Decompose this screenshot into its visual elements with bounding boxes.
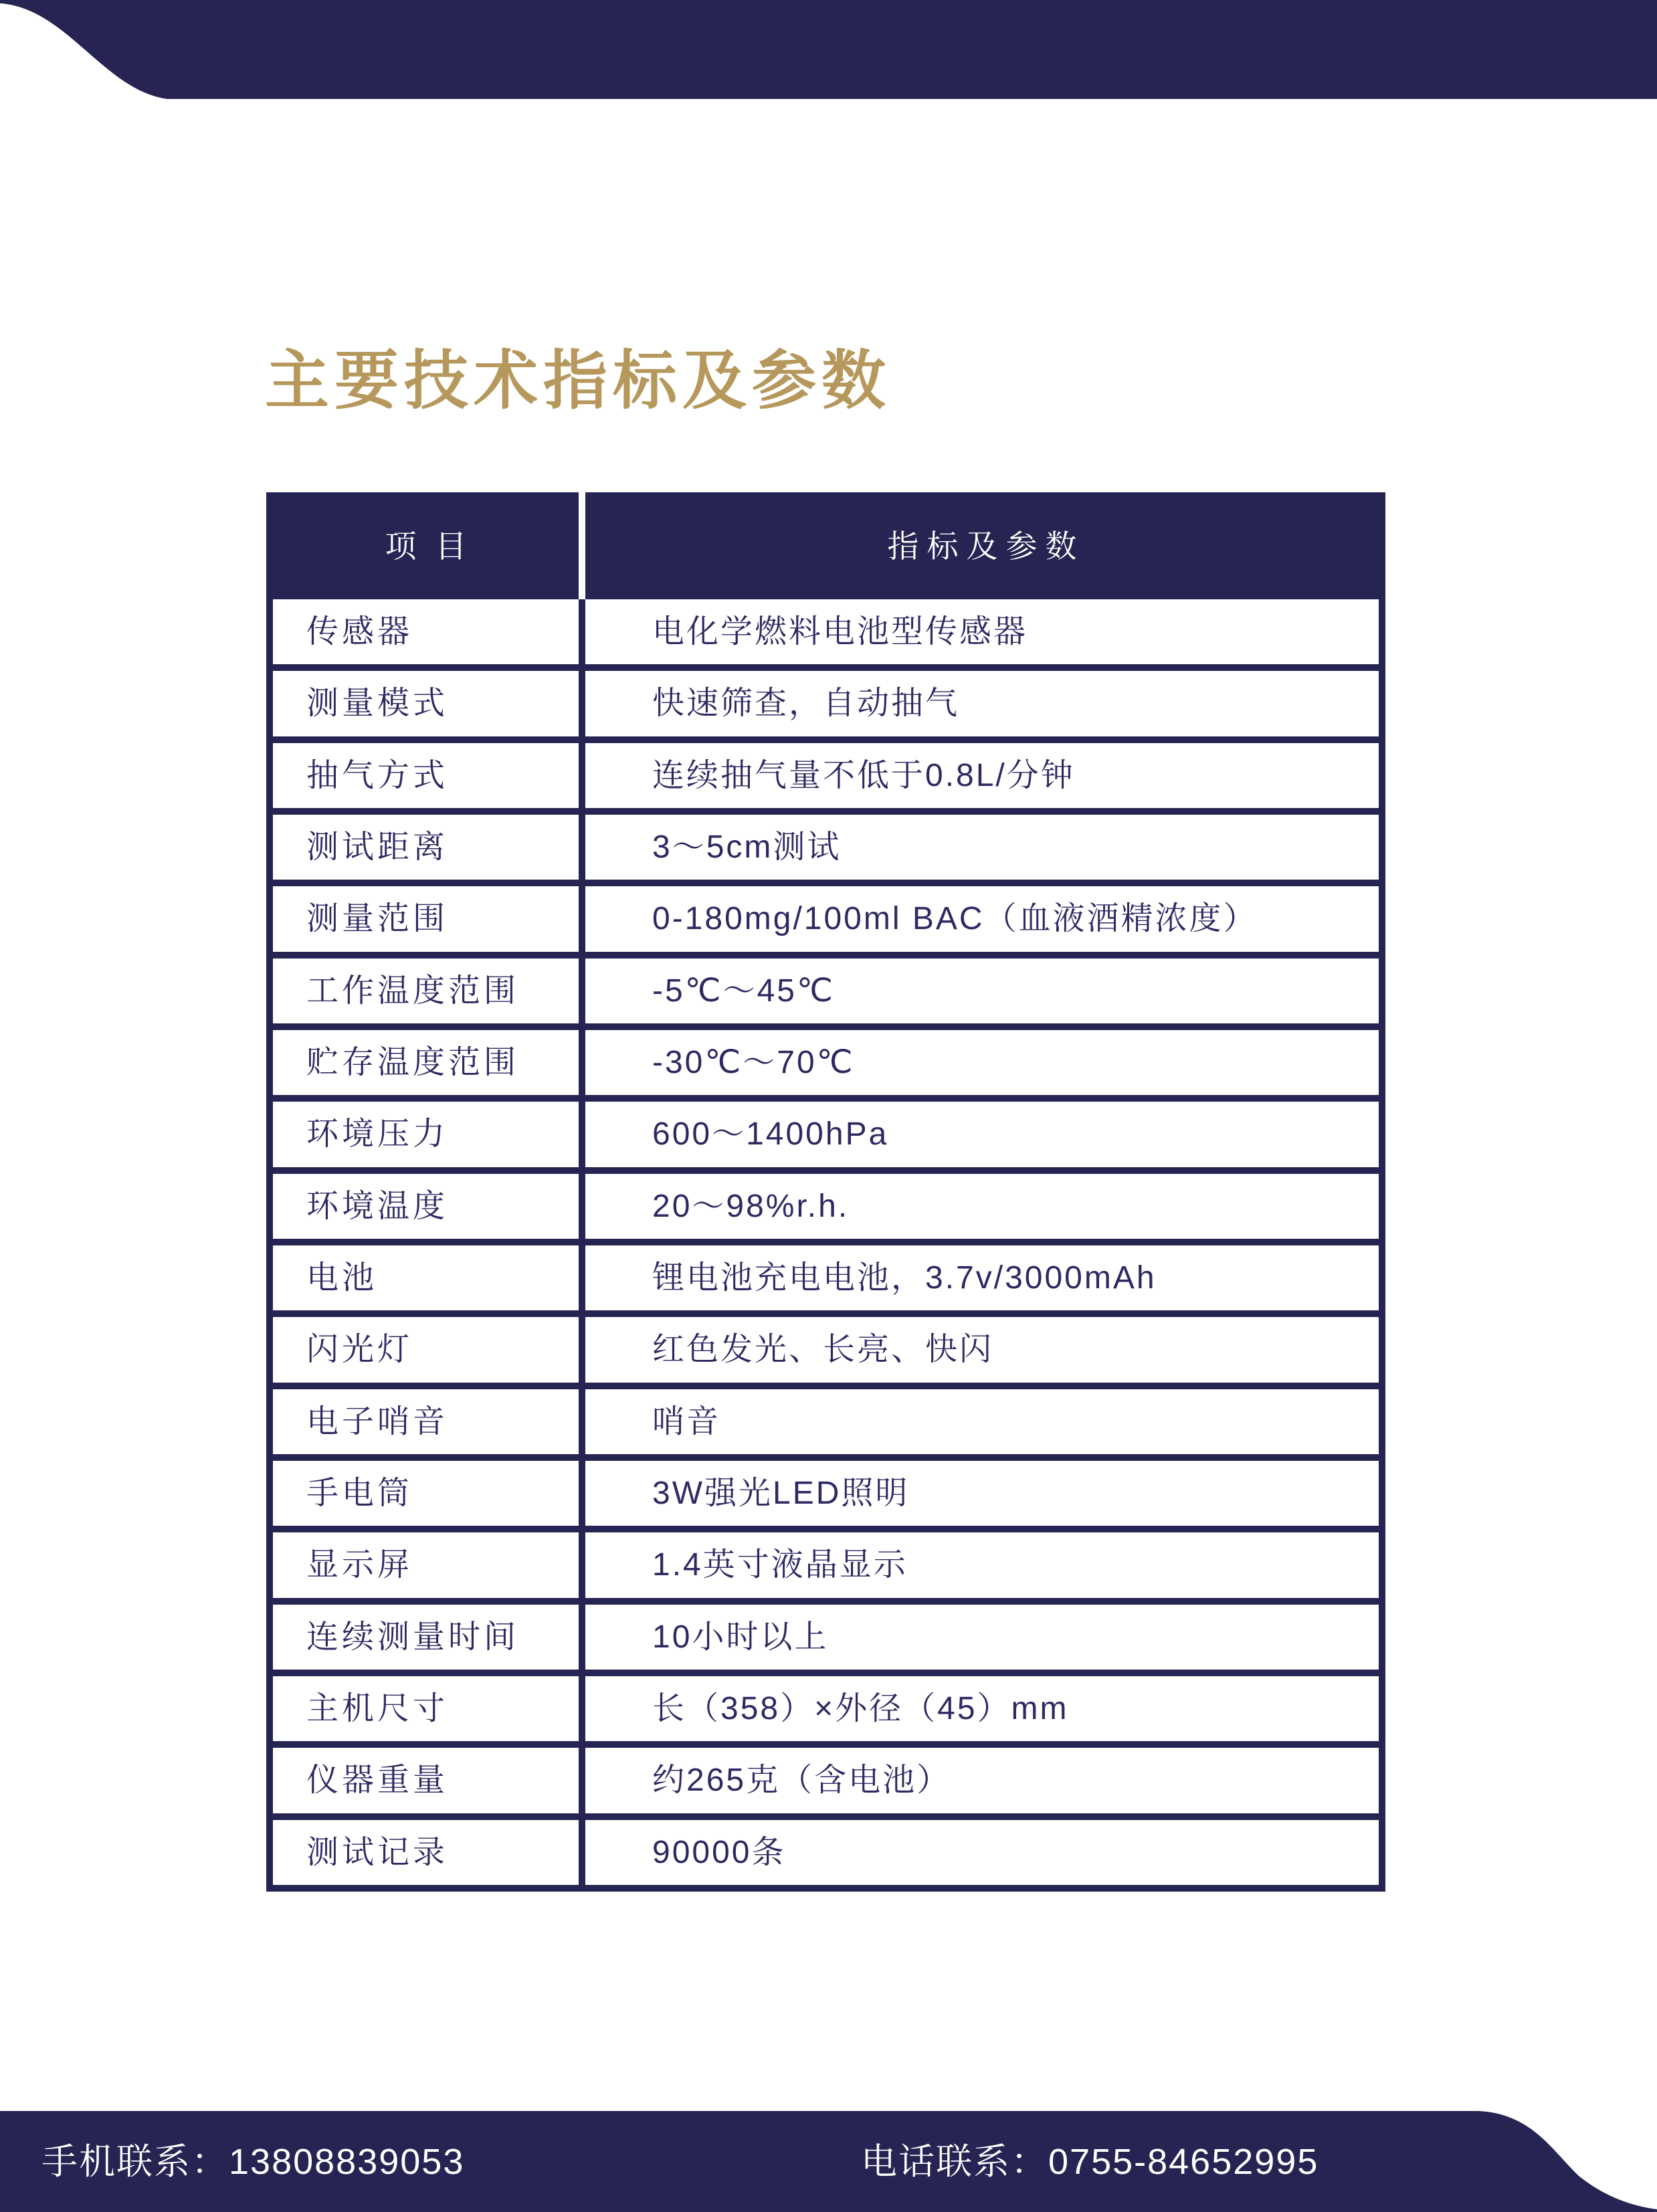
spec-cell: 连续抽气量不低于0.8L/分钟: [585, 743, 1379, 808]
spec-cell: 3～5cm测试: [585, 815, 1379, 880]
column-gap: [579, 1174, 585, 1239]
item-cell: 测试记录: [273, 1820, 579, 1885]
column-gap: [579, 599, 585, 664]
spec-cell: 哨音: [585, 1389, 1379, 1454]
item-cell: 测量模式: [273, 671, 579, 736]
table-row: [273, 1461, 1379, 1526]
column-gap: [579, 1389, 585, 1454]
spec-cell: 1.4英寸液晶显示: [585, 1532, 1379, 1597]
spec-cell: -30℃～70℃: [585, 1030, 1379, 1095]
item-cell: 主机尺寸: [273, 1676, 579, 1741]
table-row: [273, 1676, 1379, 1741]
column-gap: [579, 886, 585, 951]
item-cell: 贮存温度范围: [273, 1030, 579, 1095]
spec-cell: 红色发光、长亮、快闪: [585, 1317, 1379, 1382]
column-gap: [579, 815, 585, 880]
spec-table: [266, 492, 1385, 1892]
table-header-row: [273, 499, 1379, 593]
spec-cell: 快速筛查，自动抽气: [585, 671, 1379, 736]
item-cell: 闪光灯: [273, 1317, 579, 1382]
column-gap: [579, 1532, 585, 1597]
item-cell: 测试距离: [273, 815, 579, 880]
column-gap: [579, 743, 585, 808]
item-cell: 传感器: [273, 599, 579, 664]
spec-cell: 20～98%r.h.: [585, 1174, 1379, 1239]
column-gap: [579, 1317, 585, 1382]
footer-band: [0, 2111, 1657, 2212]
column-gap: [579, 1676, 585, 1741]
item-cell: 工作温度范围: [273, 959, 579, 1023]
table-row: [273, 815, 1379, 880]
table-row: [273, 671, 1379, 736]
table-row: [273, 886, 1379, 951]
item-cell: 环境温度: [273, 1174, 579, 1239]
header-cell-spec: 指标及参数: [887, 528, 1085, 564]
spec-cell: 600～1400hPa: [585, 1102, 1379, 1167]
spec-cell: 10小时以上: [585, 1605, 1379, 1670]
item-cell: 手电筒: [273, 1461, 579, 1526]
table-row: [273, 959, 1379, 1023]
column-gap: [579, 1748, 585, 1813]
column-gap: [579, 1102, 585, 1167]
spec-cell: -5℃～45℃: [585, 959, 1379, 1023]
spec-cell: 电化学燃料电池型传感器: [585, 599, 1379, 664]
item-cell: 连续测量时间: [273, 1605, 579, 1670]
table-row: [273, 1245, 1379, 1310]
spec-cell: 90000条: [585, 1820, 1379, 1885]
spec-cell: 0-180mg/100ml BAC（血液酒精浓度）: [585, 886, 1379, 951]
column-gap: [579, 1245, 585, 1310]
header-column-divider: [579, 492, 585, 599]
item-cell: 电池: [273, 1245, 579, 1310]
table-row: [273, 1389, 1379, 1454]
table-row: [273, 743, 1379, 808]
header-cell-item: 项目: [385, 528, 486, 564]
column-gap: [579, 959, 585, 1023]
spec-cell: 3W强光LED照明: [585, 1461, 1379, 1526]
table-row: [273, 1317, 1379, 1382]
header-band: [0, 0, 1657, 99]
footer-phone-contact: 电话联系：0755-84652995: [861, 2142, 1319, 2182]
spec-cell: 长（358）×外径（45）mm: [585, 1676, 1379, 1741]
header-wave-shape: [0, 0, 1657, 99]
item-cell: 环境压力: [273, 1102, 579, 1167]
spec-cell: 锂电池充电电池，3.7v/3000mAh: [585, 1245, 1379, 1310]
column-gap: [579, 1030, 585, 1095]
spec-cell: 约265克（含电池）: [585, 1748, 1379, 1813]
footer-mobile-contact: 手机联系：13808839053: [41, 2142, 465, 2182]
column-gap: [579, 1605, 585, 1670]
column-gap: [579, 1820, 585, 1885]
item-cell: 电子哨音: [273, 1389, 579, 1454]
item-cell: 仪器重量: [273, 1748, 579, 1813]
item-cell: 测量范围: [273, 886, 579, 951]
table-row: [273, 1030, 1379, 1095]
item-cell: 显示屏: [273, 1532, 579, 1597]
table-row: [273, 1102, 1379, 1167]
table-row: [273, 1532, 1379, 1597]
column-gap: [579, 1461, 585, 1526]
table-row: [273, 1748, 1379, 1813]
column-gap: [579, 671, 585, 736]
item-cell: 抽气方式: [273, 743, 579, 808]
table-row: [273, 599, 1379, 664]
table-row: [273, 1820, 1379, 1885]
page-title: 主要技术指标及参数: [265, 345, 891, 417]
table-row: [273, 1174, 1379, 1239]
table-row: [273, 1605, 1379, 1670]
